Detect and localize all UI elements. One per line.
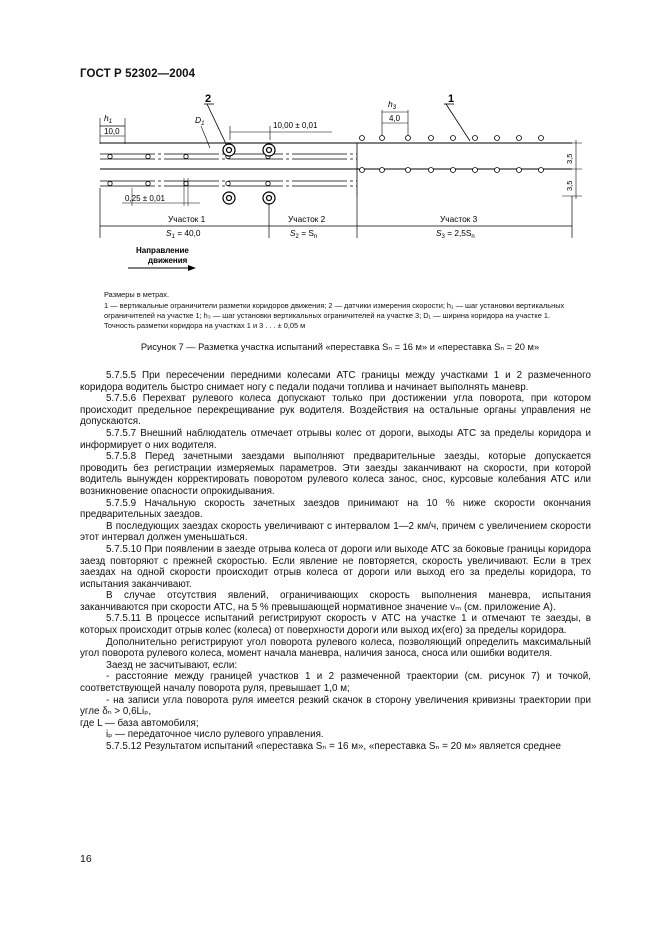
paragraph: 5.7.5.9 Начальную скорость зачетных заездов принимают на 10 % ниже скорости окончания предварительных заездов.: [80, 497, 591, 521]
paragraph: iₚ — передаточное число рулевого управления.: [106, 729, 324, 741]
figure-7-diagram: [92, 88, 592, 283]
figure-caption: Рисунок 7 — Разметка участка испытаний «переставка Sₙ = 16 м» и «переставка Sₙ = 20 м»: [140, 342, 540, 352]
callout-2: 2: [205, 93, 212, 105]
label-D1: $D_1$: [195, 115, 205, 127]
section-3-label: Участок 3: [440, 214, 478, 224]
paragraph: Заезд не засчитывают, если:: [106, 659, 238, 671]
paragraph: 5.7.5.12 Результатом испытаний «переставка Sₙ = 16 м», «переставка Sₙ = 20 м» является среднее: [106, 741, 561, 752]
dim-10-00: 10,00 ± 0,01: [273, 121, 318, 130]
standard-header: ГОСТ Р 52302—2004: [80, 68, 196, 80]
section-3-length: $S_3 = 2,5S_n$: [436, 228, 475, 240]
paragraph: 5.7.5.11 В процессе испытаний регистрируют скорость v АТС на участке 1 и отмечают те заезды, в которых происходит отрыв колес (колеса) от поверхности дороги или выход их(его) за пределы коридора.: [80, 613, 591, 637]
paragraph: В последующих заездах скорость увеличивают с интервалом 1—2 км/ч, причем с увеличением скорости этот интервал должен уменьшаться.: [80, 520, 591, 544]
dim-3-5-top: 3,5: [565, 153, 574, 164]
paragraph: 5.7.5.6 Перехват рулевого колеса допускают только при достижении угла поворота, при котором происходит предельное перекрещивание рук водителя. Воздействия на остальные органы управления не допускаются.: [80, 393, 591, 428]
notes-units: Размеры в метрах.: [104, 290, 170, 299]
section-2-label: Участок 2: [288, 214, 326, 224]
paragraph: - на записи угла поворота руля имеется резкий скачок в сторону увеличения кривизны траектории при угле δₙ > 0,6Liₚ,: [80, 694, 591, 718]
dim-0-25: 0,25 ± 0,01: [125, 194, 165, 203]
direction-label-line1: Направление: [136, 246, 189, 255]
dim-10: 10,0: [104, 127, 120, 136]
notes-legend: 1 — вертикальные ограничители разметки коридоров движения; 2 — датчики измерения скорости; h₁ — шаг установки вертикальных ограничителей на участке 1; h₃ — шаг установки вертикальных ограничителей на участке 3; D₁ — ширина коридора на участке 1.: [104, 300, 565, 320]
section-1-label: Участок 1: [168, 214, 206, 224]
paragraph: 5.7.5.7 Внешний наблюдатель отмечает отрывы колес от дороги, выходы АТС за пределы коридора и информирует о них водителя.: [80, 427, 591, 451]
notes-accuracy: Точность разметки коридора на участках 1 и 3 . . . ± 0,05 м: [104, 321, 306, 331]
callout-1: 1: [448, 93, 455, 105]
section-1-length: $S_1 = 40,0$: [166, 228, 201, 240]
paragraph: 5.7.5.10 При появлении в заезде отрыва колеса от дороги или выходе АТС за боковые границы коридора заезд повторяют с прежней скоростью. Если явление не повторяется, скорость увеличивают. Если в трех заездах на одной скорости происходит отрыв колеса от дороги или выход его за пределы коридора, то испытания заканчивают.: [80, 543, 591, 590]
figure-notes: [104, 290, 594, 331]
paragraph: Дополнительно регистрируют угол поворота рулевого колеса, позволяющий определить максимальный угол поворота рулевого колеса, момент начала маневра, наличия заноса, сноса или ошибки водителя.: [80, 636, 591, 660]
speed-sensors: [223, 144, 275, 204]
track-marking-diagram: [92, 88, 592, 283]
paragraph: 5.7.5.5 При пересечении передними колесами АТС границы между участками 1 и 2 размеченного коридора водитель быстро снимает ногу с педали подачи топлива и начинает выполнять маневр.: [80, 370, 591, 393]
dim-4: 4,0: [389, 114, 401, 123]
label-h3: $h_3$: [388, 99, 397, 111]
dim-3-5-bottom: 3,5: [565, 180, 574, 191]
paragraph: где L — база автомобиля;: [80, 717, 199, 729]
paragraph: В случае отсутствия явлений, ограничивающих скорость выполнения маневра, испытания заканчиваются при скорости АТС, на 5 % превышающей нормативное значение vₘ (см. приложение А).: [80, 590, 591, 613]
direction-label-line2: движения: [148, 256, 188, 265]
label-h1: $h_1$: [104, 113, 113, 125]
paragraph: - расстояние между границей участков 1 и 2 размеченной траектории (см. рисунок 7) и точкой, соответствующей началу поворота руля, превышает 1,0 м;: [80, 671, 591, 695]
page-number: 16: [80, 853, 92, 865]
markers-section-3: [360, 136, 544, 173]
section-2-length: $S_2 = S_n$: [290, 228, 318, 240]
paragraph: 5.7.5.8 Перед зачетными заездами выполняют предварительные заезды, которые допускается проводить без регистрации измеряемых параметров. Эти заезды заканчивают на скорости, при которой водитель вынужден корректировать поворотом рулевого колеса занос, снос, курсовые колебания АТС или возникновение опасности опрокидывания.: [80, 451, 591, 497]
body-text: [80, 370, 591, 753]
